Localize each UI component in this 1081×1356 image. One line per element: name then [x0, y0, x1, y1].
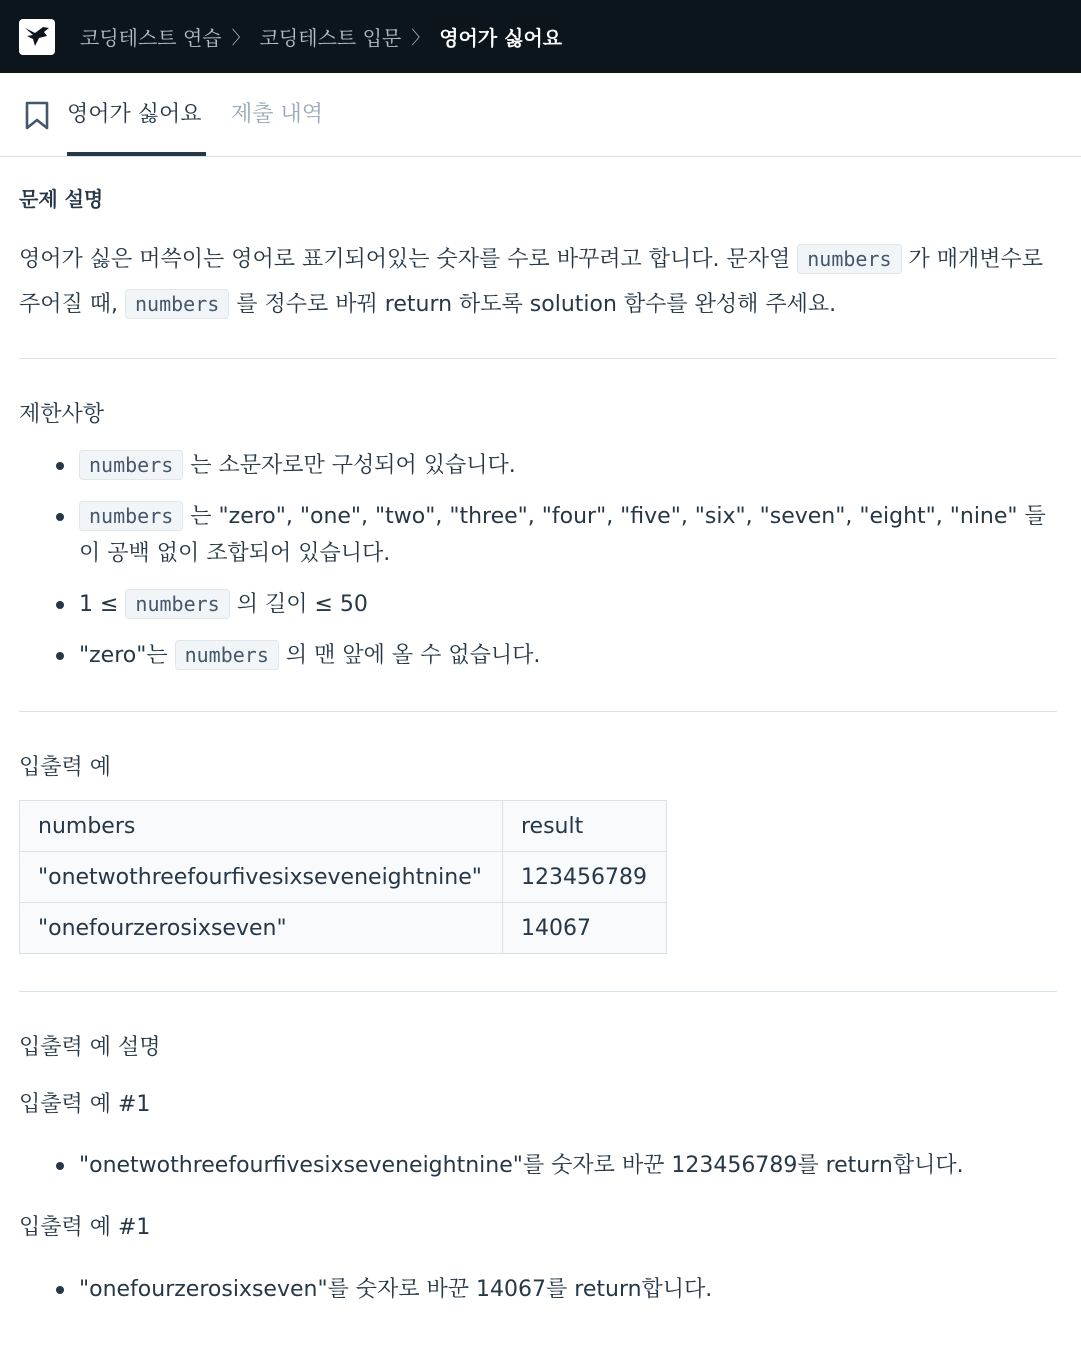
chevron-right-icon: 〉 — [231, 27, 250, 49]
tab-problem[interactable]: 영어가 싫어요 — [67, 102, 202, 127]
example-1-list — [19, 1147, 1057, 1198]
example-1-heading: 입출력 예 #1 — [19, 1092, 151, 1117]
divider — [19, 711, 1057, 712]
list-item: "onefourzerosixseven"를 숫자로 바꾼 14067를 return합니다. — [19, 1271, 1057, 1308]
code-numbers: numbers — [125, 289, 229, 319]
logo-icon[interactable] — [19, 19, 55, 55]
column-header: numbers — [20, 801, 503, 852]
bookmark-icon[interactable] — [24, 101, 50, 131]
example-2-heading: 입출력 예 #1 — [19, 1215, 151, 1240]
table-cell: "onefourzerosixseven" — [20, 903, 503, 954]
breadcrumb-intro[interactable]: 코딩테스트 입문 — [259, 26, 402, 50]
breadcrumb-practice[interactable]: 코딩테스트 연습 — [80, 26, 222, 50]
tab-submissions[interactable]: 제출 내역 — [231, 102, 324, 127]
section-title-constraints: 제한사항 — [19, 402, 105, 427]
problem-description: 영어가 싫은 머쓱이는 영어로 표기되어있는 숫자를 수로 바꾸려고 합니다. 문자열 numbers 가 매개변수로 주어질 때, numbers 를 정수로 바꿔 return 하도록 solution 함수를 완성해 주세요. — [19, 237, 1057, 327]
table-header-row — [20, 801, 667, 852]
divider — [19, 358, 1057, 359]
column-header: result — [503, 801, 667, 852]
problem-tabs — [0, 73, 1081, 157]
table-row — [20, 852, 667, 903]
section-title-description: 문제 설명 — [19, 187, 104, 211]
table-row — [20, 903, 667, 954]
breadcrumb-current: 영어가 싫어요 — [439, 26, 563, 50]
chevron-right-icon: 〉 — [411, 27, 430, 49]
list-item: numbers 는 "zero", "one", "two", "three", "four", "five", "six", "seven", "eight", "nine" 들이 공백 없이 조합되어 있습니다. — [19, 498, 1057, 572]
section-title-explanation: 입출력 예 설명 — [19, 1035, 161, 1060]
table-cell: 14067 — [503, 903, 667, 954]
breadcrumb — [80, 0, 562, 73]
code-numbers: numbers — [797, 244, 901, 274]
constraints-list — [19, 447, 1057, 688]
active-tab-indicator — [67, 152, 206, 156]
example-2-list — [19, 1271, 1057, 1322]
list-item: 1 ≤ numbers 의 길이 ≤ 50 — [19, 586, 1057, 623]
list-item: "onetwothreefourfivesixseveneightnine"를 숫자로 바꾼 123456789를 return합니다. — [19, 1147, 1057, 1184]
divider — [19, 991, 1057, 992]
top-navigation-bar — [0, 0, 1081, 73]
list-item: "zero"는 numbers 의 맨 앞에 올 수 없습니다. — [19, 637, 1057, 674]
table-cell: 123456789 — [503, 852, 667, 903]
section-title-examples: 입출력 예 — [19, 755, 112, 780]
table-cell: "onetwothreefourfivesixseveneightnine" — [20, 852, 503, 903]
examples-table — [19, 800, 667, 954]
list-item: numbers 는 소문자로만 구성되어 있습니다. — [19, 447, 1057, 484]
